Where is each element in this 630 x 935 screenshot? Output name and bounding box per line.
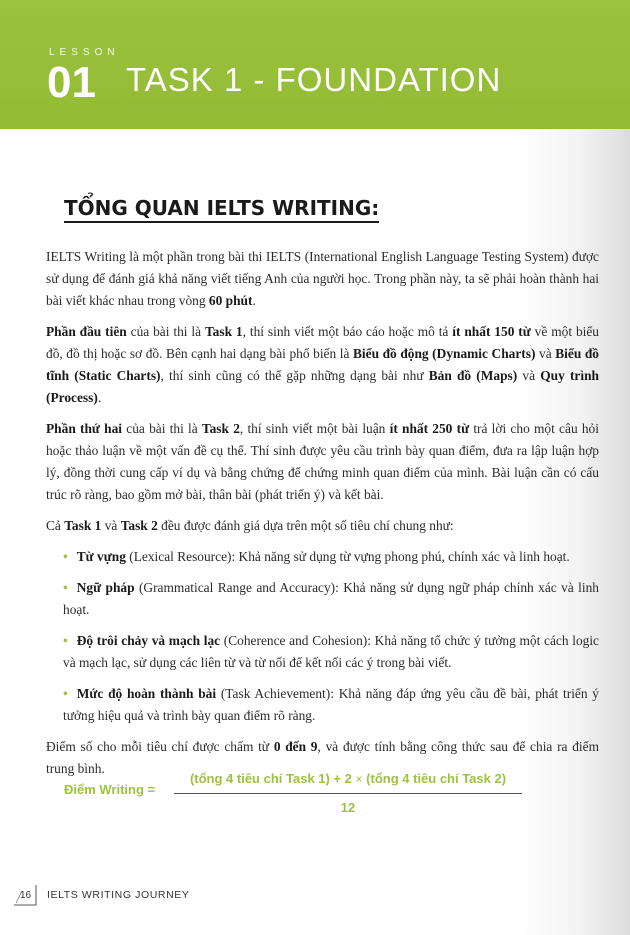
- lesson-title: TASK 1 - FOUNDATION: [126, 61, 502, 98]
- list-item: • Mức độ hoàn thành bài (Task Achievement): Khả năng đáp ứng yêu cầu đề bài, phát triển ý tưởng hiệu quả và trình bày quan điểm rõ ràng.: [63, 686, 600, 723]
- section-heading: TỔNG QUAN IELTS WRITING:: [64, 196, 379, 223]
- formula-denominator: 12: [340, 800, 356, 815]
- criteria-list: [46, 546, 599, 727]
- formula-numerator: (tổng 4 tiêu chí Task 1) + 2 × (tổng 4 tiêu chí Task 2): [189, 771, 507, 786]
- list-item: • Độ trôi chảy và mạch lạc (Coherence and Cohesion): Khả năng tổ chức ý tưởng một cách logic và mạch lạc, sử dụng các liên từ và từ nối để kết nối các ý trong bài viết.: [63, 633, 599, 670]
- intro-paragraph: IELTS Writing là một phần trong bài thi IELTS (International English Language Testing System) được sử dụng để đánh giá khả năng viết tiếng Anh của người học. Trong phần này, ta sẽ phải hoàn thành hai bài viết khác nhau trong vòng 60 phút.: [46, 249, 599, 308]
- bullet-icon: •: [63, 686, 68, 701]
- task1-paragraph: Phần đầu tiên của bài thi là Task 1, thí sinh viết một báo cáo hoặc mô tả ít nhất 150 từ về một biểu đồ, đồ thị hoặc sơ đồ. Bên cạnh hai dạng bài phổ biến là Biểu đồ động (Dynamic Charts) và Biểu đồ tĩnh (Static Charts), thí sinh cũng có thể gặp những dạng bài như Bản đồ (Maps) và Quy trình (Process).: [46, 324, 599, 405]
- lesson-header-banner: [0, 0, 630, 129]
- formula-label: Điểm Writing =: [64, 782, 156, 797]
- fraction-bar: [174, 793, 522, 794]
- list-item: • Ngữ pháp (Grammatical Range and Accuracy): Khả năng sử dụng ngữ pháp chính xác và linh hoạt.: [63, 580, 599, 617]
- bullet-icon: •: [63, 549, 68, 564]
- score-formula: [64, 768, 534, 818]
- book-title: IELTS WRITING JOURNEY: [47, 889, 190, 901]
- criteria-intro: Cả Task 1 và Task 2 đều được đánh giá dựa trên một số tiêu chí chung như:: [46, 518, 454, 533]
- bullet-icon: •: [63, 633, 68, 648]
- lesson-label: LESSON: [49, 47, 120, 58]
- page-number: 16: [20, 890, 32, 901]
- lesson-number: 01: [47, 58, 96, 107]
- body-text: [46, 246, 599, 789]
- bullet-icon: •: [63, 580, 68, 595]
- list-item: • Từ vựng (Lexical Resource): Khả năng sử dụng từ vựng phong phú, chính xác và linh hoạt.: [63, 549, 570, 564]
- task2-paragraph: Phần thứ hai của bài thi là Task 2, thí sinh viết một bài luận ít nhất 250 từ trả lời cho một câu hỏi hoặc thảo luận về một vấn đề cụ thể. Thí sinh được yêu cầu trình bày quan điểm, đưa ra lập luận hợp lý, đồng thời cung cấp ví dụ và bằng chứng để chứng minh quan điểm của mình. Bài luận cần có cấu trúc rõ ràng, bao gồm mở bài, thân bài (phát triển ý) và kết bài.: [46, 421, 599, 502]
- scoring-paragraph: Điểm số cho mỗi tiêu chí được chấm từ 0 đến 9, và được tính bằng công thức sau để chia ra điểm trung bình.: [46, 739, 600, 776]
